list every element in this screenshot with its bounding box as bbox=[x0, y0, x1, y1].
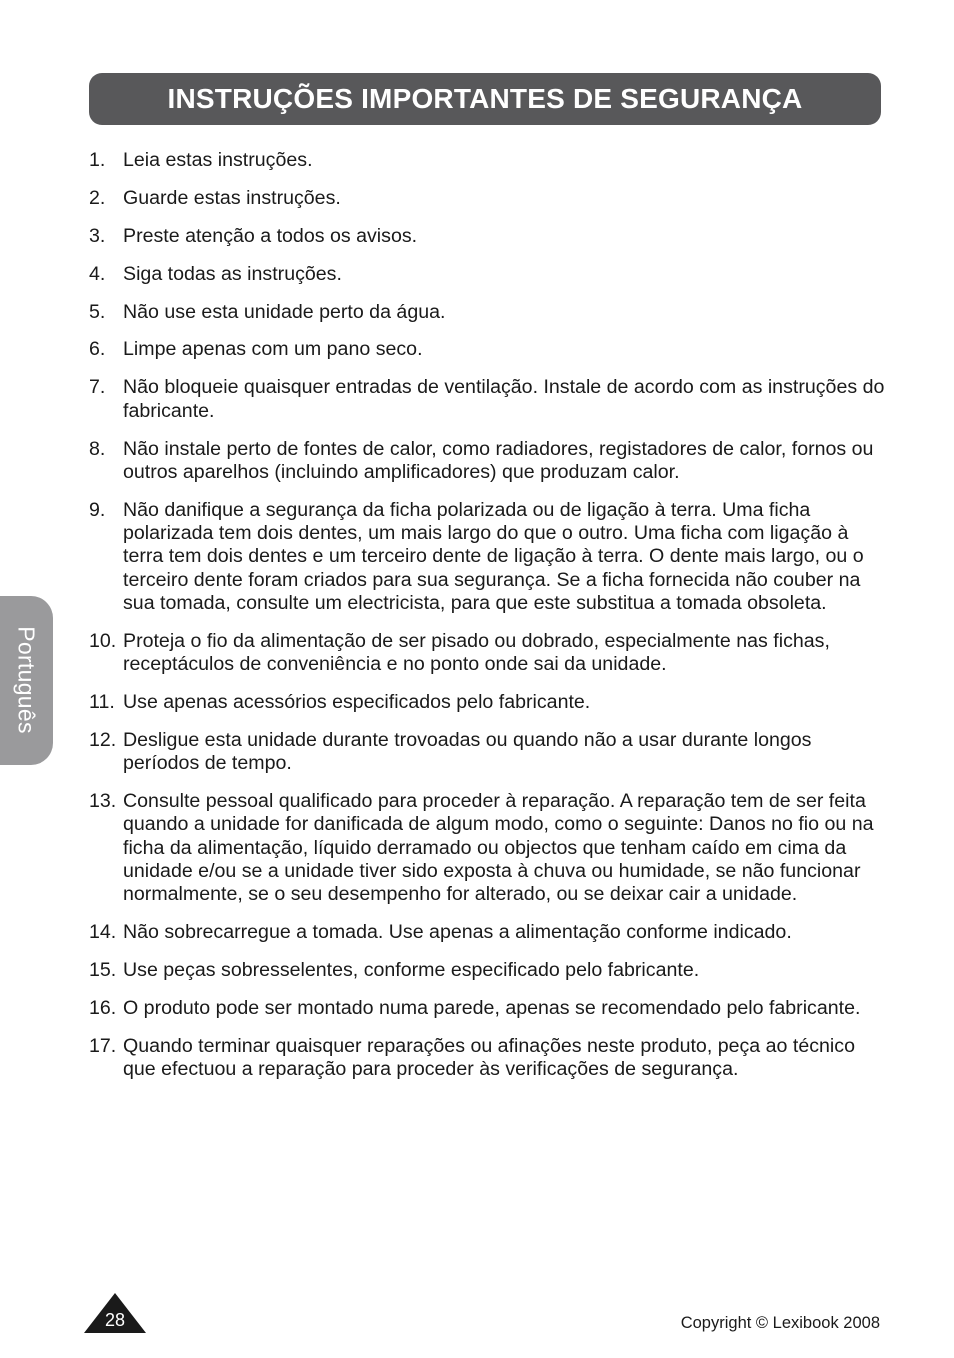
instruction-number: 7. bbox=[89, 376, 106, 399]
instruction-text: Desligue esta unidade durante trovoadas ou quando não a usar durante longos períodos de tempo. bbox=[123, 728, 812, 775]
instruction-item bbox=[89, 338, 889, 361]
instruction-item bbox=[89, 997, 889, 1020]
instruction-text: Leia estas instruções. bbox=[123, 149, 313, 171]
instruction-item bbox=[89, 438, 889, 485]
instruction-number: 3. bbox=[89, 224, 106, 247]
instruction-text: Não bloqueie quaisquer entradas de ventilação. Instale de acordo com as instruções do fabricante. bbox=[123, 376, 885, 422]
instruction-number: 14. bbox=[89, 921, 117, 944]
instruction-number: 16. bbox=[89, 996, 117, 1019]
instruction-item bbox=[89, 729, 889, 776]
instruction-item bbox=[89, 376, 889, 423]
copyright-notice: Copyright © Lexibook 2008 bbox=[680, 1314, 880, 1332]
instruction-number: 1. bbox=[89, 149, 106, 171]
instruction-number: 12. bbox=[89, 728, 117, 751]
instruction-text: Use apenas acessórios especificados pelo fabricante. bbox=[123, 690, 591, 713]
instruction-number: 4. bbox=[89, 262, 106, 285]
page-title: INSTRUÇÕES IMPORTANTES DE SEGURANÇA bbox=[167, 83, 803, 114]
language-tab-label: Português bbox=[13, 626, 40, 734]
instruction-number: 11. bbox=[89, 690, 115, 713]
instruction-item bbox=[89, 691, 889, 714]
instruction-item bbox=[89, 1035, 889, 1082]
instruction-text: Quando terminar quaisquer reparações ou afinações neste produto, peça ao técnico que efectuou a reparação para proceder às verificações de segurança. bbox=[123, 1034, 855, 1081]
instruction-item bbox=[89, 499, 889, 615]
instruction-item bbox=[89, 263, 889, 286]
instruction-item bbox=[89, 790, 889, 906]
instruction-number: 2. bbox=[89, 186, 106, 209]
instruction-text: Não use esta unidade perto da água. bbox=[123, 300, 446, 323]
instruction-text: Limpe apenas com um pano seco. bbox=[123, 338, 423, 361]
instruction-number: 5. bbox=[89, 300, 106, 323]
language-side-tab bbox=[0, 596, 53, 765]
instruction-item bbox=[89, 921, 889, 944]
instruction-number: 17. bbox=[89, 1034, 117, 1057]
instruction-text: Guarde estas instruções. bbox=[123, 186, 341, 209]
instruction-number: 10. bbox=[89, 629, 117, 652]
instruction-text: Preste atenção a todos os avisos. bbox=[123, 224, 418, 247]
safety-instructions-list bbox=[89, 149, 889, 1096]
instruction-number: 15. bbox=[89, 959, 117, 982]
instruction-text: Não sobrecarregue a tomada. Use apenas a alimentação conforme indicado. bbox=[123, 921, 792, 944]
instruction-text: Não danifique a segurança da ficha polarizada ou de ligação à terra. Uma ficha polarizada tem dois dentes, um mais largo do que o outro. Uma ficha com ligação à terra tem dois dentes e um terceiro dente de ligação à terra. O dente mais largo, ou o terceiro dente foram criados para sua segurança. Se a ficha fornecida não couber na sua tomada, consulte um electricista, para que este substitua a tomada obsoleta. bbox=[123, 498, 864, 614]
instruction-text: Siga todas as instruções. bbox=[123, 262, 342, 285]
instruction-number: 13. bbox=[89, 790, 117, 813]
page-number: 28 bbox=[104, 1310, 126, 1330]
instruction-text: Use peças sobresselentes, conforme especificado pelo fabricante. bbox=[123, 959, 700, 982]
title-bar bbox=[89, 73, 881, 125]
instruction-text: Não instale perto de fontes de calor, como radiadores, registadores de calor, fornos ou outros aparelhos (incluindo amplificadores) que produzam calor. bbox=[123, 437, 874, 483]
instruction-item bbox=[89, 187, 889, 210]
instruction-item bbox=[89, 149, 889, 172]
instruction-text: O produto pode ser montado numa parede, apenas se recomendado pelo fabricante. bbox=[123, 996, 861, 1019]
instruction-text: Proteja o fio da alimentação de ser pisado ou dobrado, especialmente nas fichas, receptáculos de conveniência e no ponto onde sai da unidade. bbox=[123, 629, 830, 676]
instruction-item bbox=[89, 630, 889, 677]
instruction-number: 8. bbox=[89, 437, 106, 460]
instruction-text: Consulte pessoal qualificado para proceder à reparação. A reparação tem de ser feita quando a unidade for danificada de algum modo, como o seguinte: Danos no fio ou na ficha da alimentação, líquido derramado ou objectos que tenham caído em cima da unidade e/ou se a unidade tiver sido exposta à chuva ou humidade, se não funcionar normalmente, se o seu desempenho for alterado, ou se deixar cair a unidade. bbox=[123, 790, 874, 906]
instruction-number: 9. bbox=[89, 498, 106, 521]
instruction-item bbox=[89, 301, 889, 324]
instruction-item bbox=[89, 225, 889, 248]
instruction-number: 6. bbox=[89, 338, 106, 361]
instruction-item bbox=[89, 959, 889, 982]
